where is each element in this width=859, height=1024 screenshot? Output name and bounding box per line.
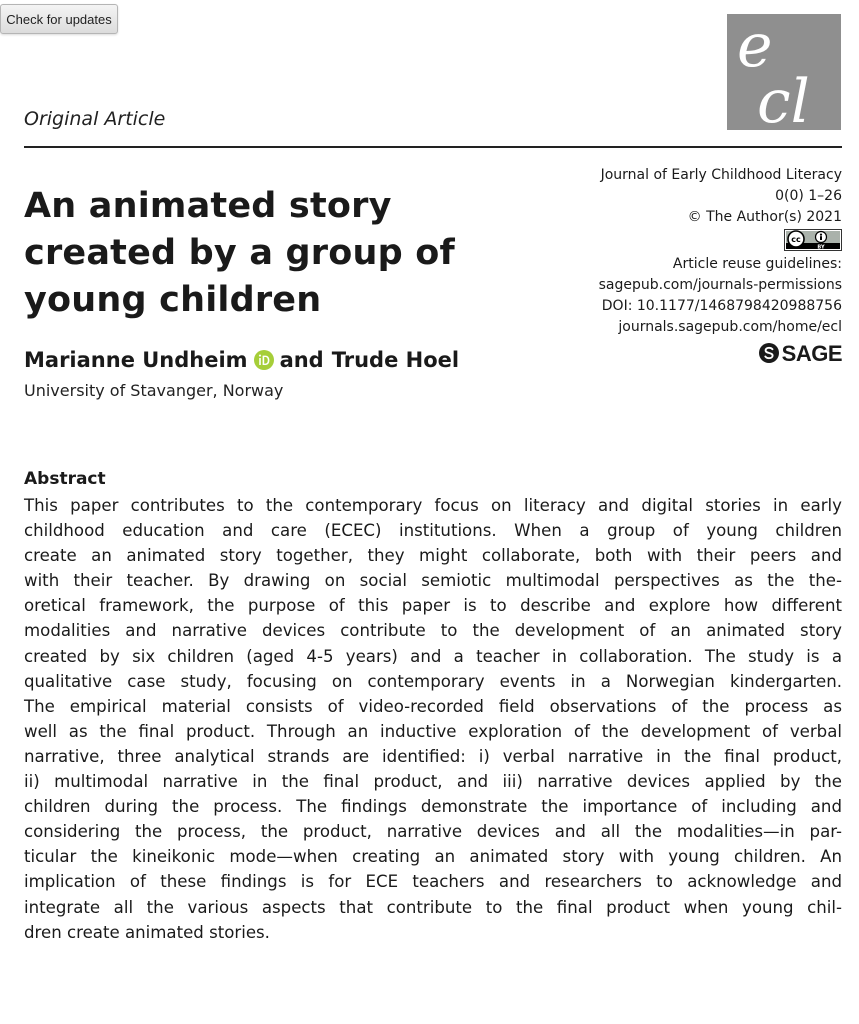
journal-home-link[interactable]: journals.sagepub.com/home/ecl <box>618 319 842 335</box>
author-joiner: and <box>279 348 324 372</box>
author-first[interactable]: Marianne Undheim <box>24 348 248 372</box>
abstract-line: create an animated story together, they might collaborate, both with their peers and <box>24 546 842 566</box>
abstract-line: modalities and narrative devices contribute to the development of an animated story <box>24 621 842 641</box>
cc-by-license-icon[interactable] <box>542 229 842 251</box>
reuse-guidelines-label: Article reuse guidelines: <box>672 256 842 272</box>
journal-meta <box>542 165 842 364</box>
abstract-line: integrate all the various aspects that contribute to the final product when young chil- <box>24 897 842 917</box>
journal-logo-text: e <box>737 14 773 81</box>
journal-logo <box>727 14 841 130</box>
abstract-line: The empirical material consists of video-recorded field observations of the process as <box>24 696 842 716</box>
check-for-updates-button[interactable]: Check for updates <box>0 4 118 34</box>
publisher-name: SAGE <box>781 340 842 366</box>
abstract-line: dren create animated stories. <box>24 922 270 942</box>
abstract-line: well as the final product. Through an inductive exploration of the development of verbal <box>24 721 842 741</box>
abstract-line: This paper contributes to the contemporary focus on literacy and digital stories in early <box>24 496 842 515</box>
abstract-line: children during the process. The findings demonstrate the importance of including and <box>24 797 842 817</box>
reuse-guidelines-link[interactable]: sagepub.com/journals-permissions <box>598 277 842 293</box>
abstract-line: ii) multimodal narrative in the final product, and iii) narrative devices applied by the <box>24 772 842 792</box>
abstract-line: with their teacher. By drawing on social semiotic multimodal perspectives as the the- <box>24 571 842 591</box>
sage-icon <box>758 342 780 364</box>
author-list <box>24 348 459 372</box>
abstract-line: narrative, three analytical strands are identified: i) verbal narrative in the final product, <box>24 746 842 766</box>
abstract-line: oretical framework, the purpose of this paper is to describe and explore how different <box>24 596 842 616</box>
article-type: Original Article <box>24 108 166 130</box>
journal-name: Journal of Early Childhood Literacy <box>600 167 842 183</box>
volume-pages: 0(0) 1–26 <box>775 188 842 204</box>
author-second[interactable]: Trude Hoel <box>331 348 460 372</box>
svg-text:cc: cc <box>791 235 801 244</box>
abstract-line: childhood education and care (ECEC) institutions. When a group of young children <box>24 521 842 541</box>
abstract-text <box>24 493 842 945</box>
article-title: An animated story created by a group of young children <box>24 186 455 320</box>
orcid-icon[interactable] <box>254 350 274 370</box>
header-divider <box>24 146 842 148</box>
abstract-line: created by six children (aged 4-5 years) and a teacher in collaboration. The study is a <box>24 646 842 666</box>
svg-text:BY: BY <box>817 244 825 251</box>
abstract-line: ticular the kineikonic mode—when creating an animated story with young children. An <box>24 847 842 867</box>
doi[interactable]: DOI: 10.1177/1468798420988756 <box>601 298 842 314</box>
svg-text:cl: cl <box>757 67 810 130</box>
abstract-heading: Abstract <box>24 469 106 489</box>
affiliation: University of Stavanger, Norway <box>24 381 284 400</box>
sage-logo <box>542 342 842 364</box>
abstract-line: considering the process, the product, narrative devices and all the modalities—in par- <box>24 822 842 842</box>
copyright: © The Author(s) 2021 <box>687 209 842 225</box>
abstract-line: qualitative case study, focusing on contemporary events in a Norwegian kindergarten. <box>24 671 842 691</box>
abstract-line: implication of these findings is for ECE teachers and researchers to acknowledge and <box>24 872 842 892</box>
